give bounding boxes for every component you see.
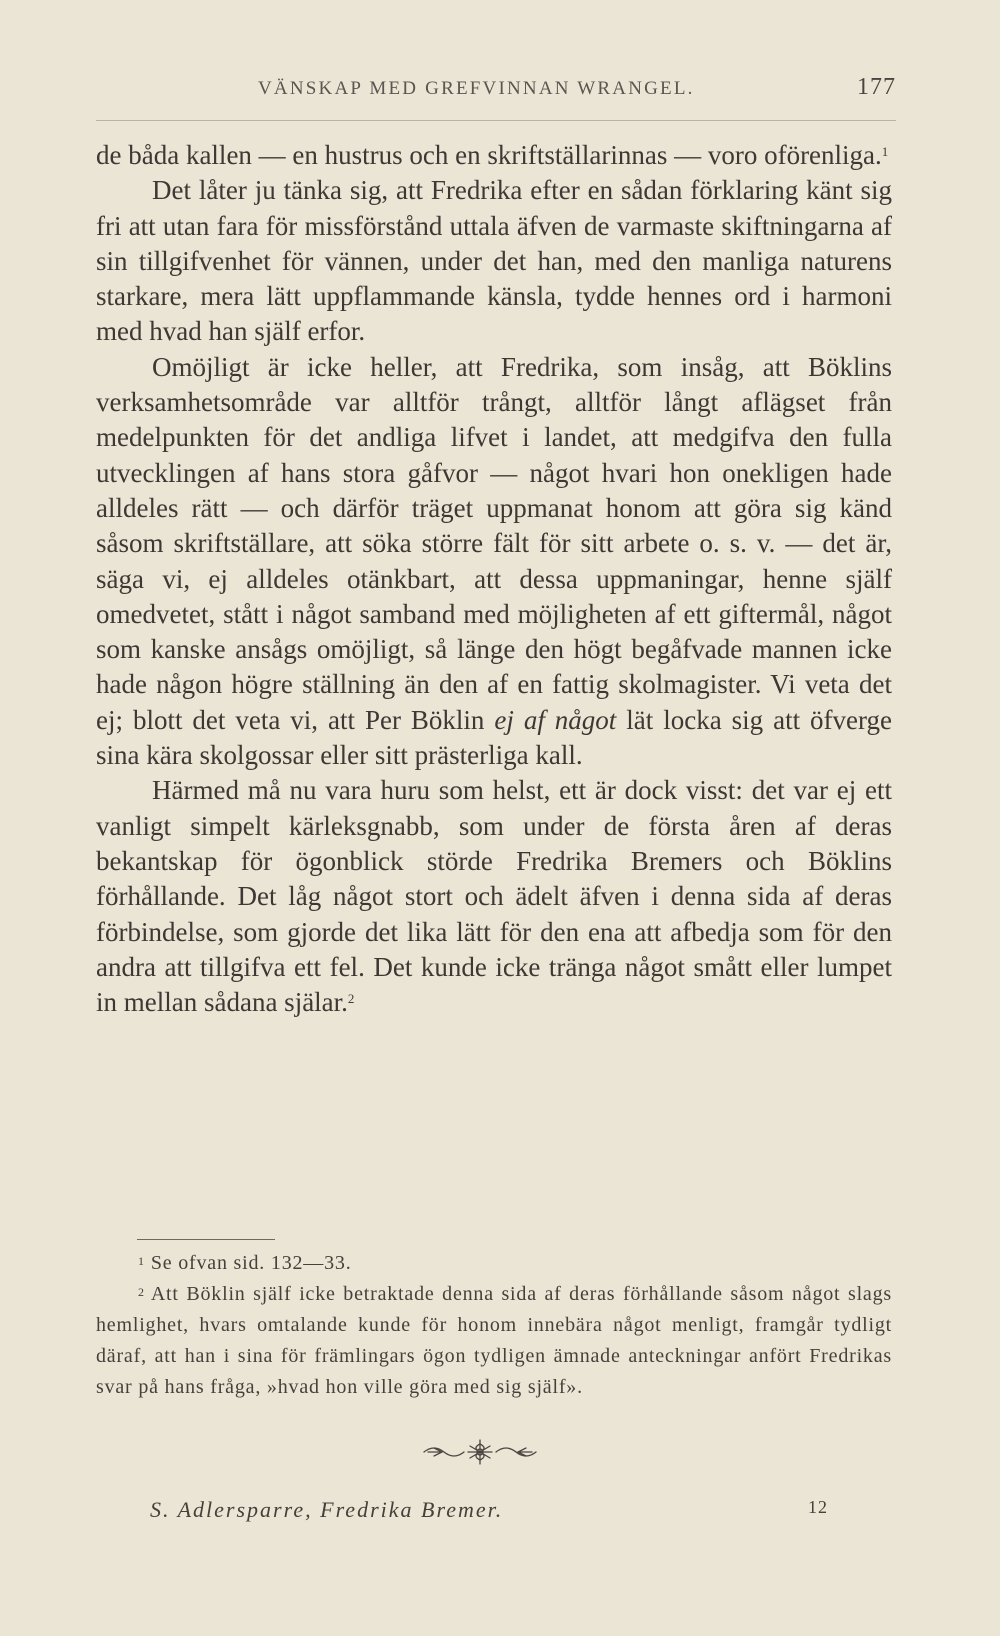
paragraph-4-text: Härmed må nu vara huru som helst, ett är dock visst: det var ej ett vanligt simpelt kärleksgnabb, som under de första åren af deras bekantskap för ögonblick störde Fredrika Bremers och Böklins förhållande. Det låg något stort och ädelt äfven i denna sida af deras förbindelse, som gjorde det lika lätt för den ena att afbedja som för den andra att tillgifva ett fel. Det kunde icke tränga något smått eller lumpet in mellan sådana själar. bbox=[96, 775, 892, 1018]
footnote-2 bbox=[96, 1279, 892, 1403]
paragraph-1-text: de båda kallen — en hustrus och en skriftställarinnas — voro oförenliga. bbox=[96, 140, 882, 170]
paragraph-3 bbox=[96, 350, 892, 774]
signature-title: Fredrika Bremer. bbox=[320, 1497, 504, 1522]
header-rule bbox=[96, 120, 896, 121]
printers-flourish-icon bbox=[420, 1436, 540, 1468]
footnote-2-text: Att Böklin själf icke betraktade denna sida af deras förhållande såsom något slags hemlighet, hvars omtalande kunde för honom innebära något menligt, framgår tydligt däraf, att han i sina för främlingars ögon tydligen ämnade anteckningar anfört Fredrikas svar på hans fråga, »hvad hon ville göra med sig själf». bbox=[96, 1283, 892, 1398]
signature-author: S. Adlersparre, bbox=[150, 1497, 313, 1522]
page-number: 177 bbox=[857, 74, 896, 100]
page-header bbox=[96, 74, 896, 110]
paragraph-1 bbox=[96, 138, 892, 173]
footnote-1-mark: 1 bbox=[138, 1254, 145, 1268]
footnote-ref-1: 1 bbox=[881, 144, 889, 159]
body-text bbox=[96, 138, 892, 1020]
signature-number: 12 bbox=[808, 1497, 828, 1517]
paragraph-3-emphasis: ej af något bbox=[494, 704, 617, 735]
footnote-ref-2: 2 bbox=[347, 991, 355, 1007]
footnote-1-text: Se ofvan sid. 132—33. bbox=[150, 1252, 352, 1274]
footnote-1 bbox=[96, 1248, 892, 1279]
footnote-2-mark: 2 bbox=[138, 1285, 145, 1299]
running-head: VÄNSKAP MED GREFVINNAN WRANGEL. bbox=[258, 78, 695, 99]
footnote-rule bbox=[137, 1239, 275, 1240]
signature-line bbox=[150, 1497, 503, 1523]
paragraph-3-text-a: Omöjligt är icke heller, att Fredrika, som insåg, att Böklins verksamhetsområde var alltför trångt, alltför långt aflägset från medelpunkten för det andliga lifvet i landet, att medgifva den fulla utvecklingen af hans stora gåfvor — något hvari hon onekligen hade alldeles rätt — och därför träget uppmanat honom att göra sig känd såsom skriftställare, att söka större fält för sitt arbete o. s. v. — det är, säga vi, ej alldeles otänkbart, att dessa uppmaningar, henne själf omedvetet, stått i något samband med möjligheten af ett giftermål, något som kanske ansågs omöjligt, så länge den högt begåfvade mannen icke hade någon högre ställning än den af en fattig skolmagister. Vi veta det ej; blott det veta vi, att Per Böklin bbox=[96, 351, 892, 735]
paragraph-4 bbox=[96, 773, 892, 1020]
footnotes bbox=[96, 1248, 892, 1403]
paragraph-2: Det låter ju tänka sig, att Fredrika efter en sådan förklaring känt sig fri att utan fara för missförstånd uttala äfven de varmaste skiftningarna af sin tillgifvenhet för vännen, under det han, med den manliga naturens starkare, mera lätt uppflammande känsla, tydde hennes ord i harmoni med hvad han själf erfor. bbox=[96, 175, 892, 347]
paragraph-3-text-b: lät locka sig att öfverge sina kära skolgossar eller sitt prästerliga kall. bbox=[96, 704, 893, 771]
